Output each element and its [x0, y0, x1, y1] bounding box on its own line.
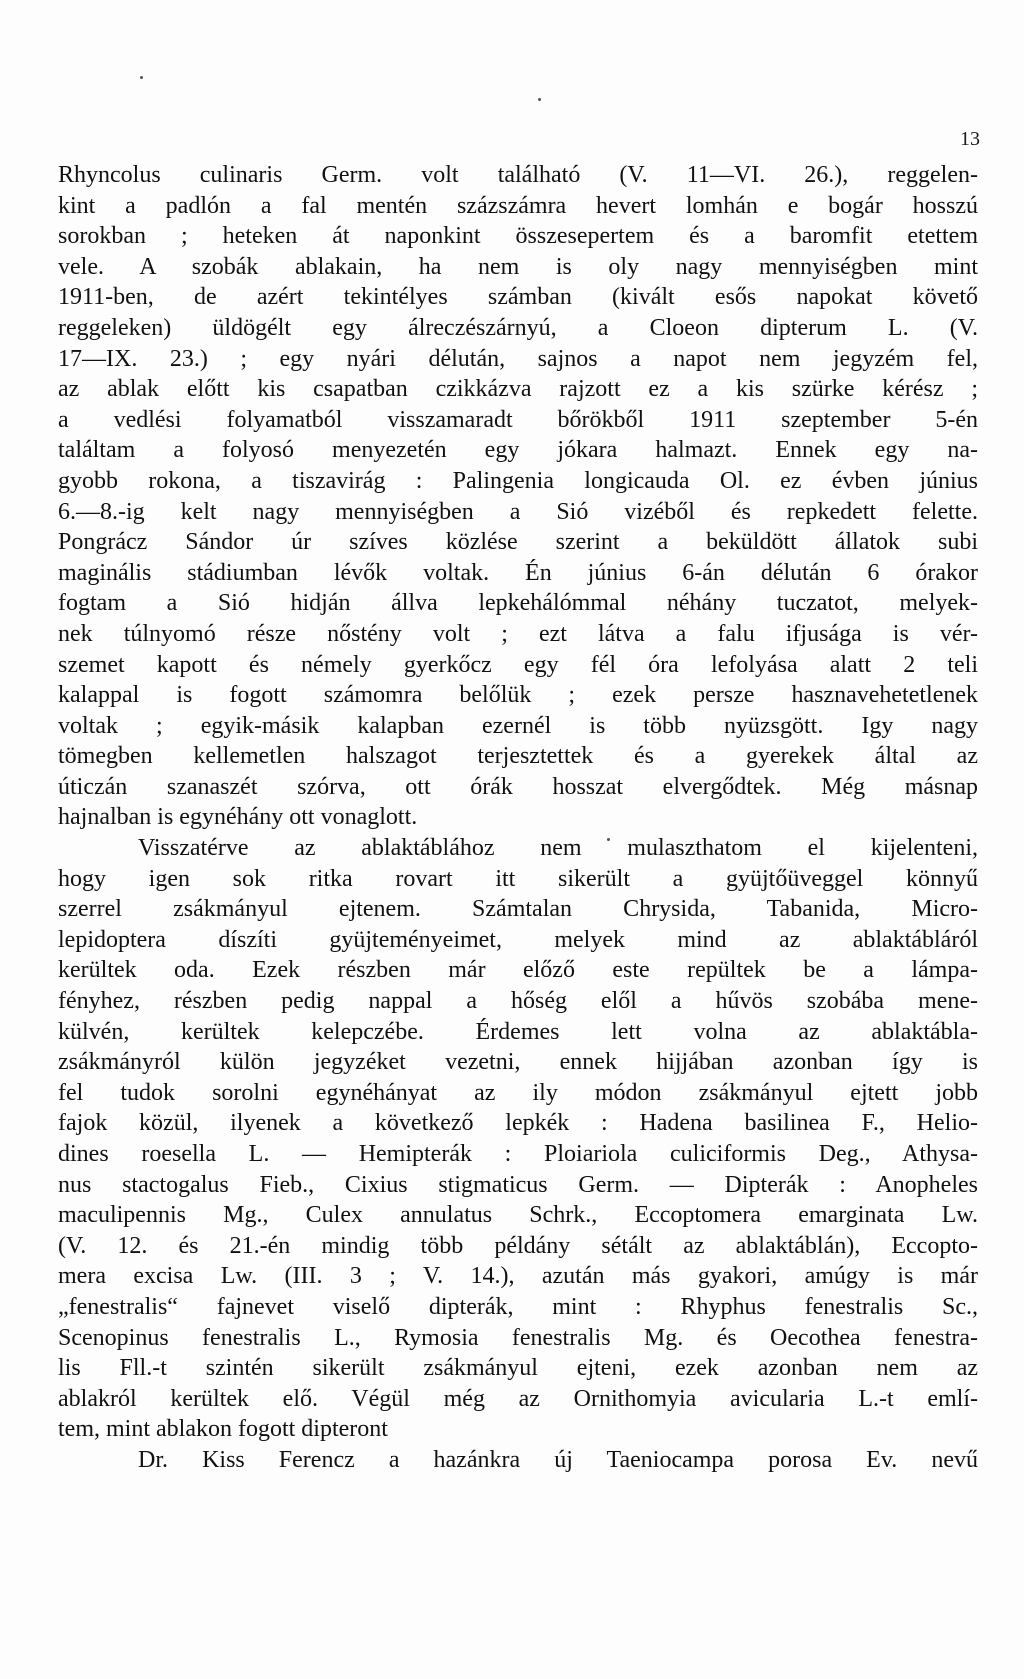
text-line: dines roesella L. — Hemipterák : Ploiariola culiciformis Deg., Athysa- [58, 1141, 978, 1167]
text-line: zsákmányról külön jegyzéket vezetni, ennek hijjában azonban így is [58, 1049, 978, 1076]
text-line: tem, mint ablakon fogott dipteront [58, 1416, 388, 1443]
text-line: ablakról kerültek elő. Végül még az Ornithomyia avicularia L.-t emlí- [58, 1385, 978, 1412]
text-line: (V. 12. és 21.-én mindig több példány sétált az ablaktáblán), Eccopto- [58, 1232, 978, 1259]
text-line: maculipennis Mg., Culex annulatus Schrk., Eccoptomera emarginata Lw. [58, 1202, 978, 1229]
text-line: voltak ; egyik-másik kalapban ezernél is több nyüzsgött. Igy nagy [58, 712, 978, 739]
text-line: szemet kapott és némely gyerkőcz egy fél óra lefolyása alatt 2 teli [58, 651, 978, 678]
scan-speck [140, 76, 143, 79]
text-line: nus stactogalus Fieb., Cixius stigmaticus Germ. — Dipterák : Anopheles [58, 1171, 978, 1198]
text-line: 17—IX. 23.) ; egy nyári délután, sajnos a napot nem jegyzém fel, [58, 345, 978, 372]
text-line: hogy igen sok ritka rovart itt sikerült a gyüjtőüveggel könnyű [58, 865, 978, 892]
text-line: Rhyncolus culinaris Germ. volt található (V. 11—VI. 26.), reggelen- [58, 162, 978, 188]
text-line: Scenopinus fenestralis L., Rymosia fenestralis Mg. és Oecothea fenestra- [58, 1324, 978, 1351]
text-line: mera excisa Lw. (III. 3 ; V. 14.), azután más gyakori, amúgy is már [58, 1263, 978, 1290]
text-line: lepidoptera díszíti gyüjteményeimet, melyek mind az ablaktábláról [58, 926, 978, 953]
text-line: 6.—8.-ig kelt nagy mennyiségben a Sió vizéből és repkedett felette. [58, 498, 978, 525]
text-line: tömegben kellemetlen halszagot terjesztettek és a gyerekek által az [58, 743, 978, 770]
text-line: a vedlési folyamatból visszamaradt bőrökből 1911 szeptember 5-én [58, 406, 978, 433]
text-line: találtam a folyosó menyezetén egy jókara halmazt. Ennek egy na- [58, 437, 978, 464]
text-line: reggeleken) üldögélt egy álreczészárnyú, a Cloeon dipterum L. (V. [58, 314, 978, 341]
text-line: maginális stádiumban lévők voltak. Én június 6-án délután 6 órakor [58, 559, 978, 586]
text-line: gyobb rokona, a tiszavirág : Palingenia longicauda Ol. ez évben június [58, 467, 978, 494]
text-line: úticzán szanaszét szórva, ott órák hosszat elvergődtek. Még másnap [58, 773, 978, 800]
text-line: lis Fll.-t szintén sikerült zsákmányul ejteni, ezek azonban nem az [58, 1355, 978, 1382]
text-line: hajnalban is egynéhány ott vonaglott. [58, 804, 418, 831]
text-line: sorokban ; heteken át naponkint összesepertem és a baromfit etettem [58, 223, 978, 250]
text-line: Visszatérve az ablaktáblához nem mulaszthatom el kijelenteni, [138, 835, 978, 862]
text-line: nek túlnyomó része nőstény volt ; ezt látva a falu ifjusága is vér- [58, 620, 978, 647]
text-line: külvén, kerültek kelepczébe. Érdemes lett volna az ablaktábla- [58, 1018, 978, 1045]
text-line: „fenestralis“ fajnevet viselő dipterák, mint : Rhyphus fenestralis Sc., [58, 1293, 978, 1320]
text-line: vele. A szobák ablakain, ha nem is oly nagy mennyiségben mint [58, 253, 978, 280]
body-text [58, 160, 978, 1476]
page-number: 13 [960, 128, 980, 150]
text-line: fényhez, részben pedig nappal a hőség elől a hűvös szobába mene- [58, 988, 978, 1015]
text-line: 1911-ben, de azért tekintélyes számban (kivált esős napokat követő [58, 284, 978, 311]
text-line: az ablak előtt kis csapatban czikkázva rajzott ez a kis szürke kérész ; [58, 376, 978, 403]
text-line: fogtam a Sió hidján állva lepkehálómmal néhány tuczatot, melyek- [58, 590, 978, 617]
scan-speck [538, 98, 541, 101]
text-line: Dr. Kiss Ferencz a hazánkra új Taeniocampa porosa Ev. nevű [138, 1446, 978, 1473]
text-line: Pongrácz Sándor úr szíves közlése szerint a beküldött állatok subi [58, 529, 978, 556]
text-line: kerültek oda. Ezek részben már előző este repültek be a lámpa- [58, 957, 978, 984]
text-line: fajok közül, ilyenek a következő lepkék : Hadena basilinea F., Helio- [58, 1110, 978, 1137]
text-line: kint a padlón a fal mentén százszámra hevert lomhán e bogár hosszú [58, 192, 978, 219]
text-line: kalappal is fogott számomra belőlük ; ezek persze hasznavehetetlenek [58, 682, 978, 709]
text-line: szerrel zsákmányul ejtenem. Számtalan Chrysida, Tabanida, Micro- [58, 896, 978, 923]
text-line: fel tudok sorolni egynéhányat az ily módon zsákmányul ejtett jobb [58, 1079, 978, 1106]
